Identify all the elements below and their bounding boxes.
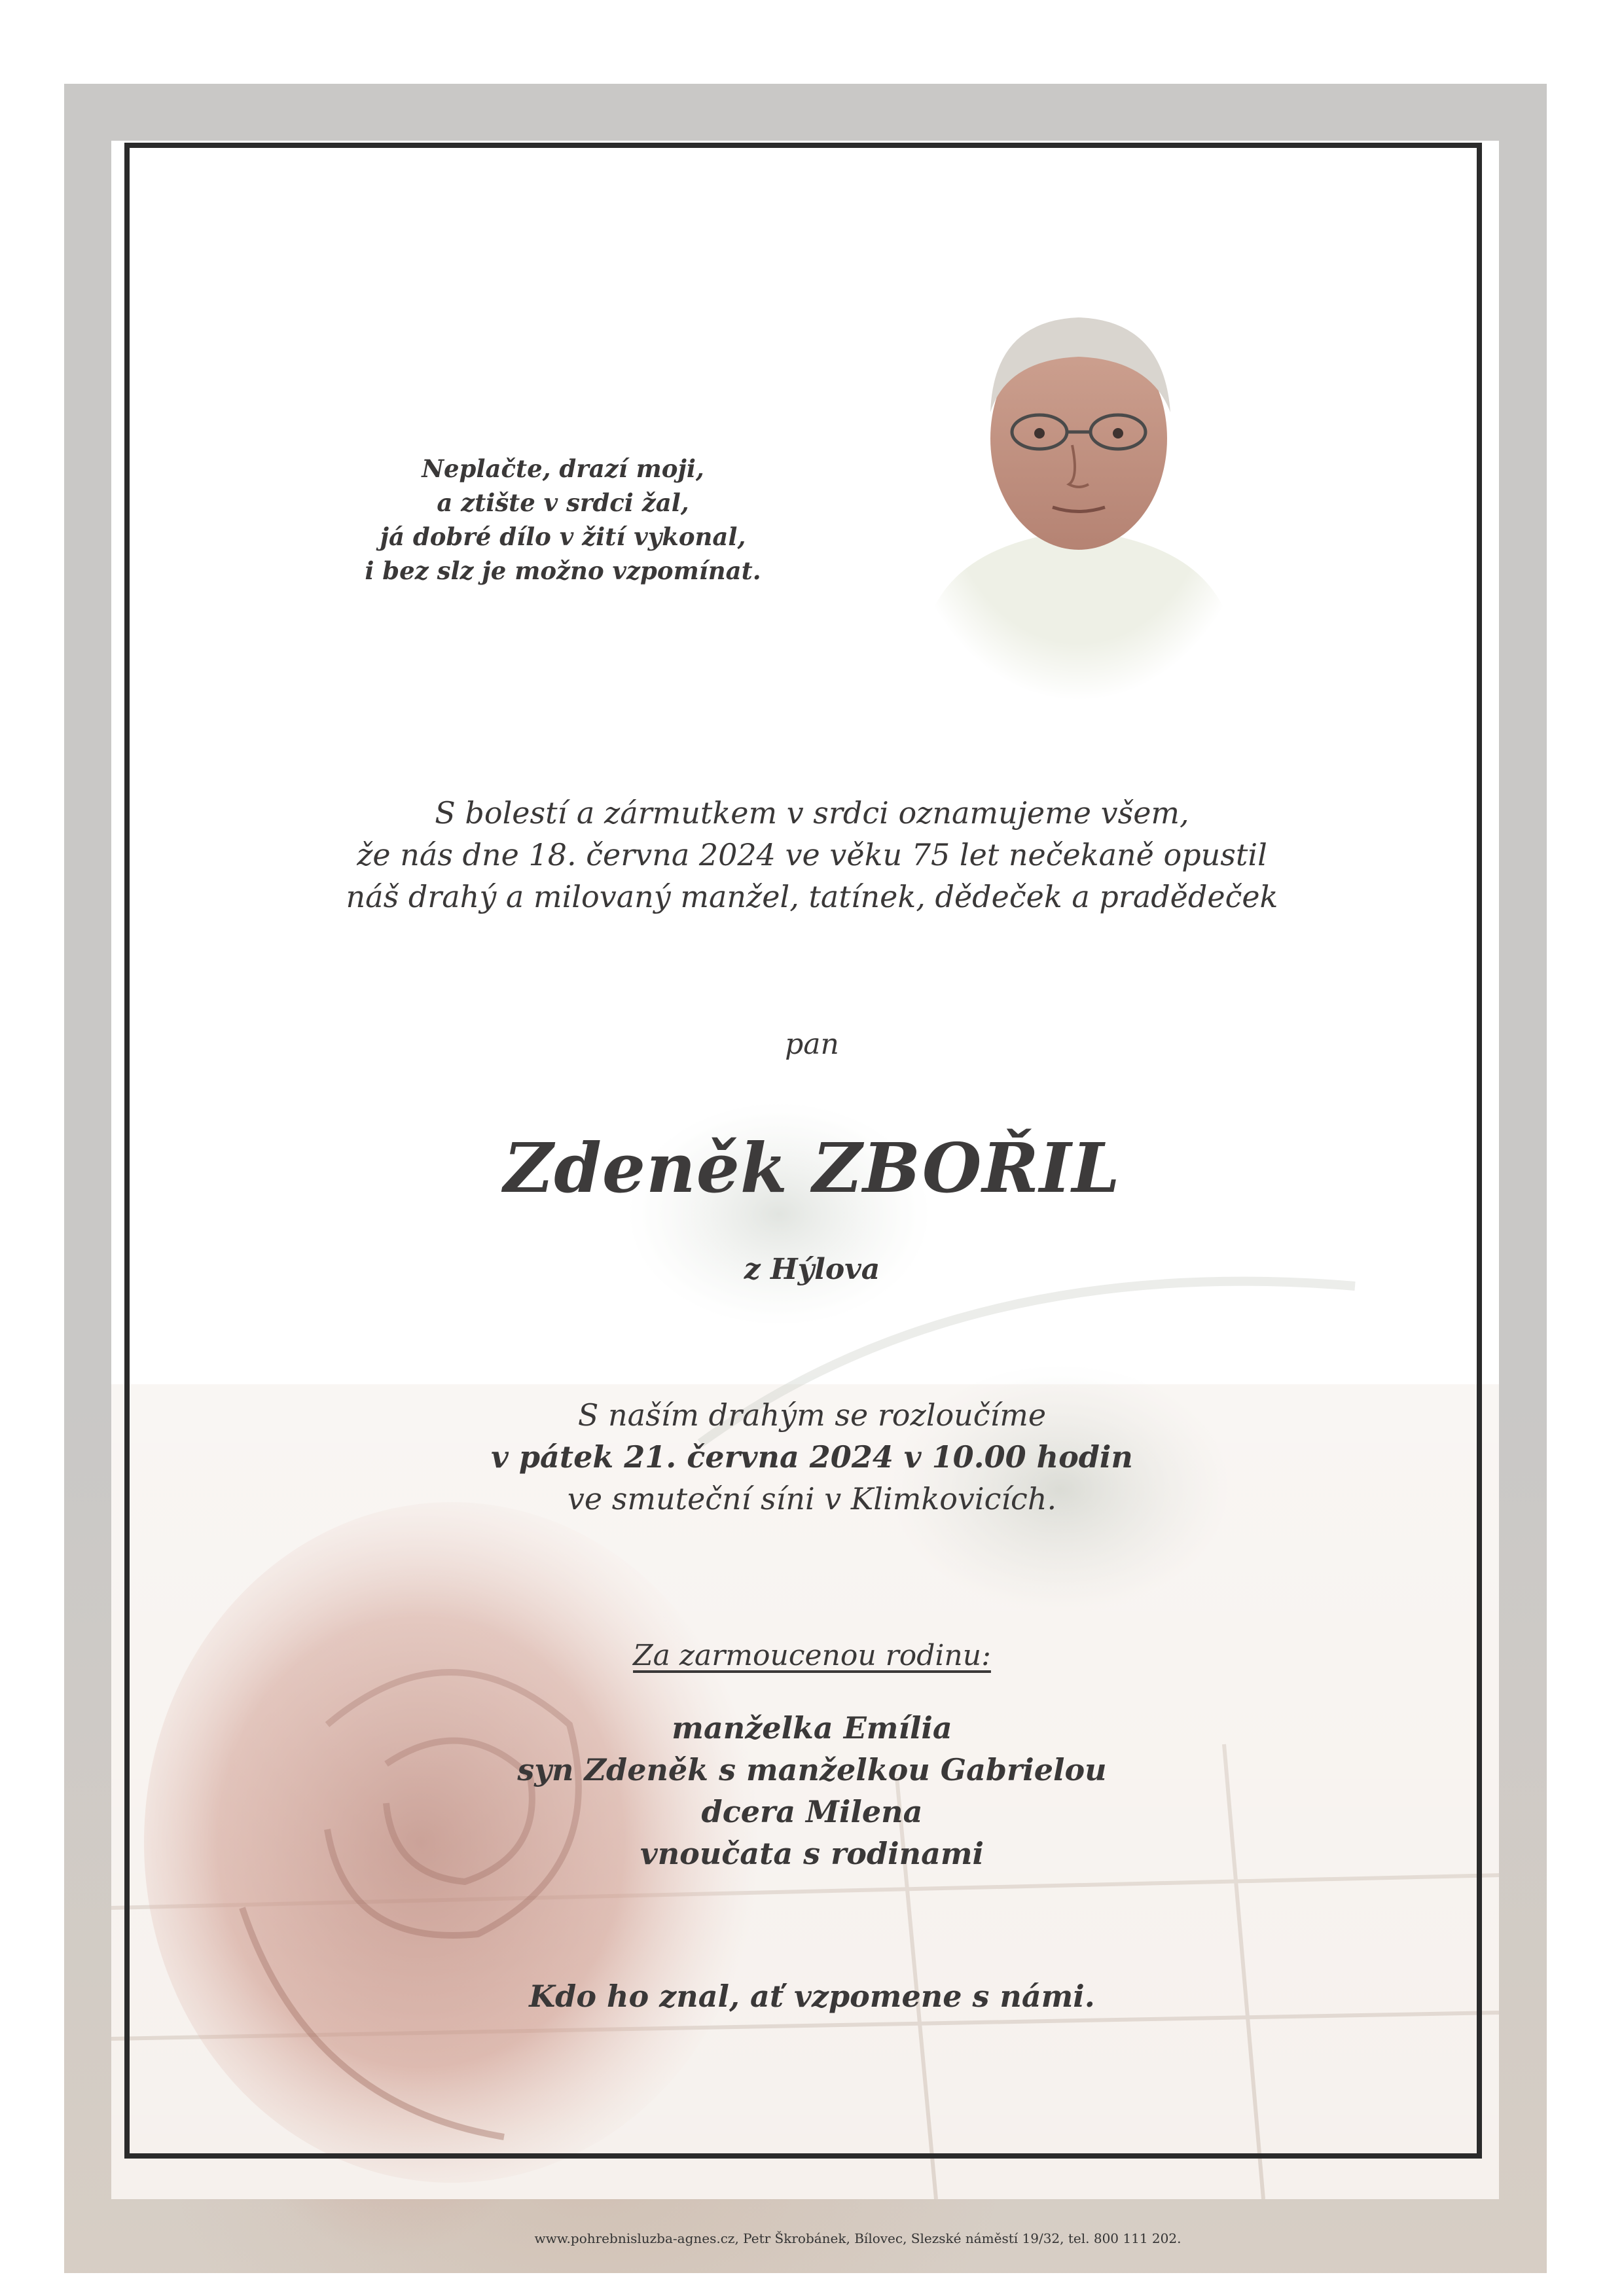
announcement xyxy=(0,792,1624,918)
poem-line: Neplačte, drazí moji, xyxy=(422,454,704,483)
farewell-line: Kdo ho znal, ať vzpomene s námi. xyxy=(529,1979,1095,2014)
footer-contact: www.pohrebnisluzba-agnes.cz, Petr Škrobánek, Bílovec, Slezské náměstí 19/32, tel. 800 111 202. xyxy=(534,2231,1182,2246)
ceremony-info xyxy=(0,1394,1624,1520)
ceremony-datetime: v pátek 21. června 2024 v 10.00 hodin xyxy=(491,1439,1133,1475)
family-member: manželka Emília xyxy=(672,1710,952,1746)
announcement-line: náš drahý a milovaný manžel, tatínek, dědeček a pradědeček xyxy=(346,879,1278,914)
ceremony-intro: S naším drahým se rozloučíme xyxy=(577,1397,1047,1433)
portrait-photo xyxy=(915,281,1242,700)
family-member: vnoučata s rodinami xyxy=(640,1836,984,1871)
announcement-line: S bolestí a zármutkem v srdci oznamujeme všem, xyxy=(435,795,1189,831)
poem-line: i bez slz je možno vzpomínat. xyxy=(365,556,761,585)
announcement-line: že nás dne 18. června 2024 ve věku 75 let nečekaně opustil xyxy=(357,837,1267,872)
family-member: dcera Milena xyxy=(701,1794,923,1829)
poem-line: já dobré dílo v žití vykonal, xyxy=(380,522,746,551)
poem xyxy=(288,452,838,588)
ceremony-place: ve smuteční síni v Klimkovicích. xyxy=(567,1481,1057,1516)
family-list xyxy=(0,1707,1624,1874)
deceased-origin: z Hýlova xyxy=(744,1253,880,1286)
deceased-name: Zdeněk ZBOŘIL xyxy=(503,1128,1121,1208)
family-member: syn Zdeněk s manželkou Gabrielou xyxy=(517,1752,1107,1787)
honorific: pan xyxy=(785,1028,839,1061)
family-heading: Za zarmoucenou rodinu: xyxy=(633,1639,991,1672)
poem-line: a ztište v srdci žal, xyxy=(437,488,689,517)
